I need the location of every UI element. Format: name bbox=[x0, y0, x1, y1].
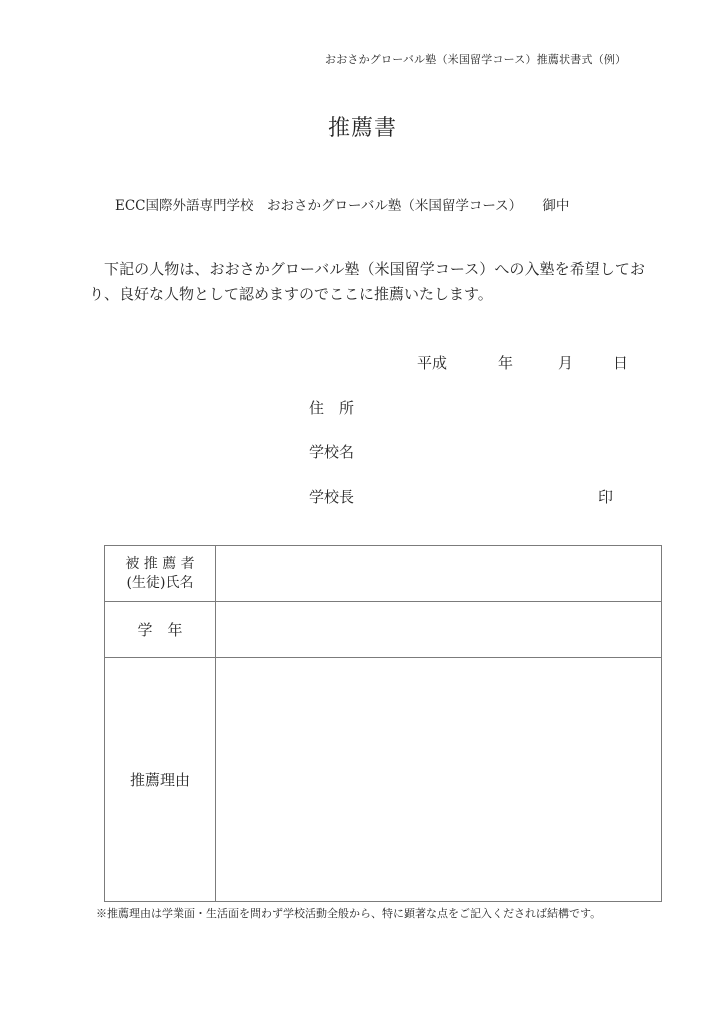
nominee-label-line2: (生徒)氏名 bbox=[126, 574, 194, 591]
grade-value-cell bbox=[216, 601, 661, 657]
footnote: ※推薦理由は学業面・生活面を問わず学校活動全般から、特に顕著な点をご記入くだされば結構です。 bbox=[96, 907, 602, 920]
reason-value-cell bbox=[216, 657, 661, 901]
year-label: 年 bbox=[498, 354, 514, 372]
nominee-label-line1: 被 推 薦 者 bbox=[125, 555, 195, 572]
grade-label-cell bbox=[105, 601, 216, 657]
addressee-line: ECC国際外語専門学校 おおさかグローバル塾（米国留学コース） 御中 bbox=[115, 198, 570, 214]
address-label: 住 所 bbox=[309, 399, 355, 417]
nominee-label-cell bbox=[105, 546, 216, 601]
school-name-label: 学校名 bbox=[309, 443, 355, 461]
document-title: 推薦書 bbox=[327, 116, 397, 141]
reason-label-cell bbox=[105, 657, 216, 901]
era-label: 平成 bbox=[417, 354, 448, 372]
seal-mark: 印 bbox=[598, 488, 614, 506]
reason-label: 推薦理由 bbox=[129, 771, 190, 789]
day-label: 日 bbox=[613, 354, 629, 372]
grade-label: 学 年 bbox=[137, 621, 183, 639]
nominee-name-cell bbox=[216, 546, 661, 601]
form-style-note: おおさかグローバル塾（米国留学コース）推薦状書式（例） bbox=[325, 53, 627, 66]
body-paragraph: 下記の人物は、おおさかグローバル塾（米国留学コース）への入塾を希望しており、良好な人物として認めますのでここに推薦いたします。 bbox=[89, 260, 645, 303]
month-label: 月 bbox=[558, 354, 574, 372]
principal-label: 学校長 bbox=[309, 488, 355, 506]
recommendation-table bbox=[104, 545, 662, 902]
